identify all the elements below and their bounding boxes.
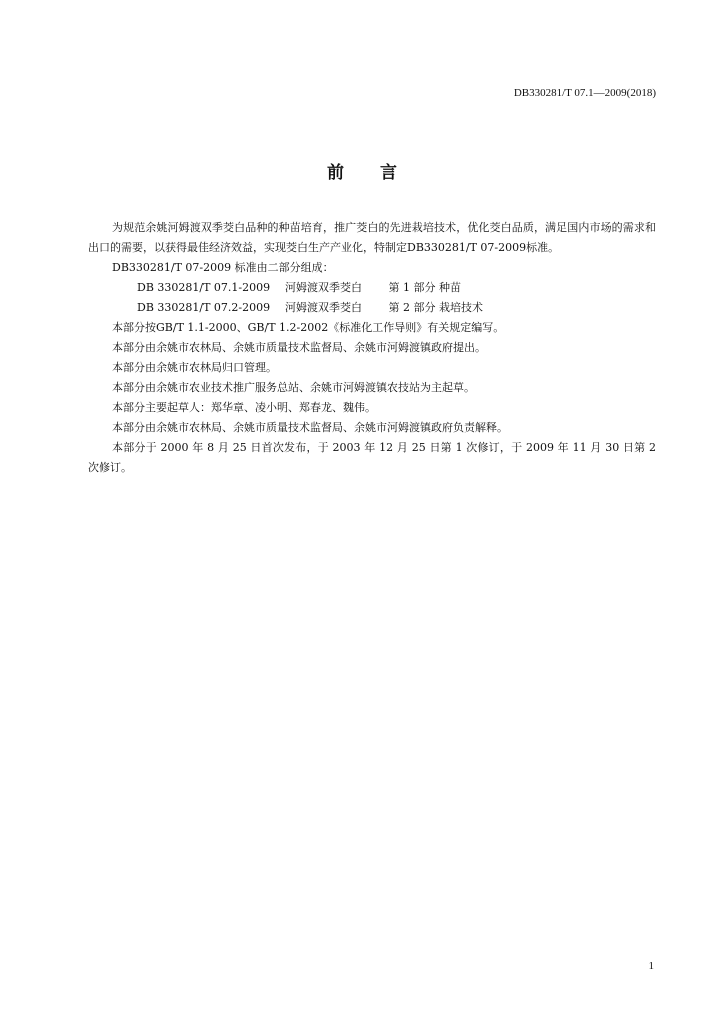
part-name: 河姆渡双季茭白	[285, 281, 362, 294]
management-paragraph: 本部分由余姚市农林局归口管理。	[112, 361, 277, 374]
drafters-paragraph: 本部分主要起草人：郑华章、凌小明、郑春龙、魏伟。	[112, 401, 376, 414]
purpose-paragraph: 为规范余姚河姆渡双季茭白品种的种苗培育，推广茭白的先进栽培技术，优化茭白品质，满足国内市场的需求和出口的需要，以获得最佳经济效益，实现茭白生产产业化，特制定DB330281/T 07-2009标准。	[88, 221, 656, 254]
part-code: DB 330281/T 07.1-2009	[137, 281, 271, 294]
foreword-title: 前言	[327, 163, 433, 183]
drafting-units-paragraph: 本部分由余姚市农业技术推广服务总站、余姚市河姆渡镇农技站为主起草。	[112, 381, 475, 394]
part-number: 第 2 部分	[388, 301, 436, 314]
revision-history-paragraph: 本部分于 2000 年 8 月 25 日首次发布，于 2003 年 12 月 25 日第 1 次修订，于 2009 年 11 月 30 日第 2 次修订。	[88, 441, 656, 474]
part-list-item	[88, 278, 656, 298]
part-topic: 种苗	[439, 281, 461, 294]
document-code-header: DB330281/T 07.1—2009(2018)	[513, 87, 656, 99]
composition-paragraph: DB330281/T 07-2009 标准由二部分组成：	[112, 261, 334, 274]
part-topic: 栽培技术	[439, 301, 483, 314]
proposer-paragraph: 本部分由余姚市农林局、余姚市质量技术监督局、余姚市河姆渡镇政府提出。	[112, 341, 486, 354]
part-number: 第 1 部分	[388, 281, 436, 294]
interpretation-paragraph: 本部分由余姚市农林局、余姚市质量技术监督局、余姚市河姆渡镇政府负责解释。	[112, 421, 508, 434]
part-list-item	[88, 298, 656, 318]
part-name: 河姆渡双季茭白	[285, 301, 362, 314]
page-number: 1	[648, 960, 654, 972]
drafting-rules-paragraph: 本部分按GB/T 1.1-2000、GB/T 1.2-2002《标准化工作导则》有关规定编写。	[112, 321, 505, 334]
part-code: DB 330281/T 07.2-2009	[137, 301, 271, 314]
foreword-body	[88, 218, 656, 478]
